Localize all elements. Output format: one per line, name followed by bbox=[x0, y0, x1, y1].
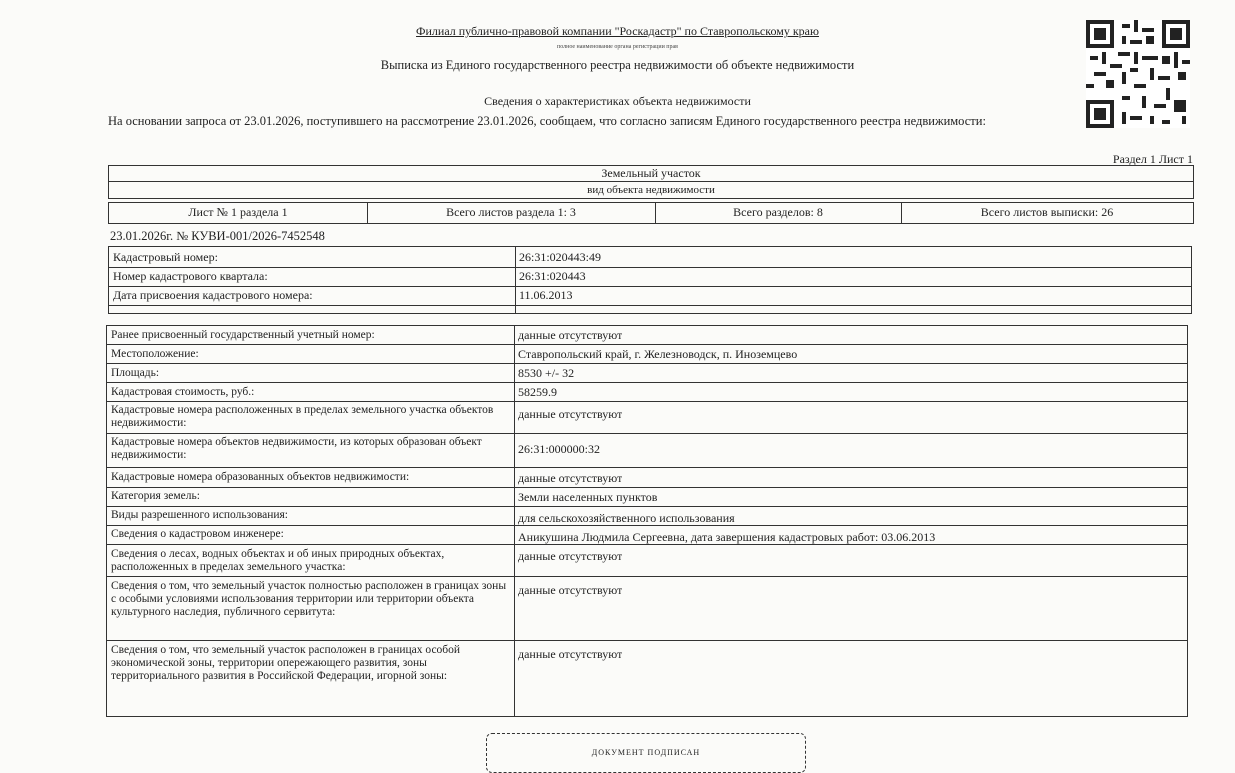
economic-zone-label: Сведения о том, что земельный участок расположен в границах особой экономической зоны, территории опережающего развития, зоны территориального развития в Российской Федерации, игорной зоны: bbox=[111, 644, 461, 682]
natural-objects-value: данные отсутствуют bbox=[518, 550, 623, 563]
engineer-label: Сведения о кадастровом инженере: bbox=[111, 528, 284, 540]
area-label: Площадь: bbox=[111, 367, 160, 379]
land-category-label: Категория земель: bbox=[111, 490, 200, 502]
permitted-use-label: Виды разрешенного использования: bbox=[111, 509, 288, 521]
object-type-box bbox=[108, 165, 1194, 199]
special-zone-label: Сведения о том, что земельный участок полностью расположен в границах зоны с особыми условиями использования территории или территории объекта культурного наследия, публичного сервитута: bbox=[111, 580, 507, 618]
formed-objects-label: Кадастровые номера образованных объектов недвижимости: bbox=[111, 471, 410, 483]
natural-objects-label: Сведения о лесах, водных объектах и об иных природных объектах, расположенных в пределах земельного участка: bbox=[111, 548, 445, 573]
cadastral-value-label: Кадастровая стоимость, руб.: bbox=[111, 386, 255, 398]
intro-text: На основании запроса от 23.01.2026, поступившего на рассмотрение 23.01.2026, сообщаем, что согласно записям Единого государственного реестра недвижимости: bbox=[108, 114, 986, 128]
prev-number-value: данные отсутствуют bbox=[518, 329, 623, 342]
cadastral-quarter-value: 26:31:020443 bbox=[519, 270, 586, 283]
economic-zone-value: данные отсутствуют bbox=[518, 648, 623, 661]
object-type-caption: вид объекта недвижимости bbox=[587, 184, 715, 196]
object-type: Земельный участок bbox=[601, 167, 701, 180]
section-title: Сведения о характеристиках объекта недвижимости bbox=[484, 94, 751, 108]
org-name: Филиал публично-правовой компании "Роскадастр" по Ставропольскому краю bbox=[416, 24, 819, 38]
cadastral-quarter-label: Номер кадастрового квартала: bbox=[113, 270, 268, 283]
cadastral-number-label: Кадастровый номер: bbox=[113, 251, 218, 264]
sections-total: Всего разделов: 8 bbox=[733, 206, 823, 219]
sheet-number: Лист № 1 раздела 1 bbox=[188, 206, 288, 219]
extract-title: Выписка из Единого государственного реестра недвижимости об объекте недвижимости bbox=[380, 58, 855, 72]
formed-objects-value: данные отсутствуют bbox=[518, 472, 623, 485]
sheet-info-row bbox=[108, 202, 1194, 224]
attributes-table bbox=[106, 325, 1188, 717]
cadastral-value-value: 58259.9 bbox=[518, 386, 557, 399]
location-label: Местоположение: bbox=[111, 348, 199, 360]
sheets-total: Всего листов раздела 1: 3 bbox=[446, 206, 576, 219]
stamp-text: ДОКУМЕНТ ПОДПИСАН bbox=[591, 748, 701, 757]
engineer-value: Аникушина Людмила Сергеевна, дата завершения кадастровых работ: 03.06.2013 bbox=[518, 531, 936, 544]
qr-code bbox=[1086, 20, 1190, 128]
location-value: Ставропольский край, г. Железноводск, п. Иноземцево bbox=[518, 348, 798, 361]
contained-objects-label: Кадастровые номера расположенных в пределах земельного участка объектов недвижимости: bbox=[111, 404, 494, 429]
page-reference: Раздел 1 Лист 1 bbox=[1112, 152, 1193, 166]
document-number: 23.01.2026г. № КУВИ-001/2026-7452548 bbox=[110, 229, 325, 243]
cadastral-number-value: 26:31:020443:49 bbox=[519, 251, 602, 264]
assignment-date-value: 11.06.2013 bbox=[519, 289, 573, 302]
extract-sheets-total: Всего листов выписки: 26 bbox=[980, 206, 1114, 219]
signature-stamp bbox=[486, 733, 806, 773]
special-zone-value: данные отсутствуют bbox=[518, 584, 623, 597]
org-subtitle: полное наименование органа регистрации прав bbox=[556, 44, 679, 50]
permitted-use-value: для сельскохозяйственного использования bbox=[518, 512, 735, 525]
contained-objects-value: данные отсутствуют bbox=[518, 408, 623, 421]
source-objects-label: Кадастровые номера объектов недвижимости, из которых образован объект недвижимости: bbox=[111, 436, 482, 461]
land-category-value: Земли населенных пунктов bbox=[518, 491, 658, 504]
assignment-date-label: Дата присвоения кадастрового номера: bbox=[113, 289, 313, 302]
source-objects-value: 26:31:000000:32 bbox=[518, 443, 601, 456]
identification-table bbox=[108, 246, 1192, 314]
area-value: 8530 +/- 32 bbox=[518, 367, 575, 380]
prev-number-label: Ранее присвоенный государственный учетный номер: bbox=[111, 329, 375, 341]
